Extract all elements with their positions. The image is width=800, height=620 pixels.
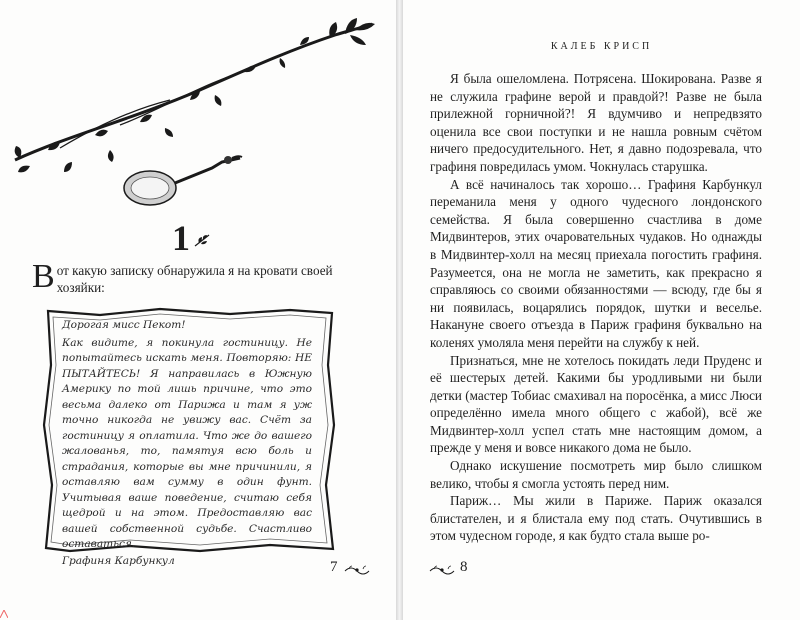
- floral-ornament-icon: [428, 562, 456, 576]
- intro-text: от какую записку обнаружила я на кровати своей хозяйки:: [56, 263, 333, 295]
- corner-triangle-icon: [0, 610, 8, 618]
- chapter-number: 1: [172, 218, 190, 258]
- left-page: [0, 0, 396, 620]
- paragraph: Признаться, мне не хотелось покидать леди Пруденс и её шестерых детей. Какими бы уродливыми ни были детки (мастер Тобиас смахивал на поросёнка, а мисс Люси определённо имела много общего с жабой), всё же Мидвинтер-холл успел стать мне настоящим домом, а прежде у меня и вовсе никакого дома не было.: [430, 352, 762, 456]
- paragraph: Однако искушение посмотреть мир было слишком велико, чтобы я смогла устоять перед ним.: [430, 458, 762, 491]
- branch-and-spoon-illustration: [0, 0, 396, 215]
- leaf-ornament-icon: [194, 232, 212, 248]
- running-header: КАЛЕБ КРИСП: [550, 41, 653, 52]
- drop-cap: В: [32, 258, 55, 295]
- note-signature: Графиня Карбункул: [62, 554, 175, 567]
- body-text: [430, 70, 762, 545]
- handwritten-note: [62, 318, 312, 569]
- note-body: Как видите, я покинула гостиницу. Не попытайтесь искать меня. Повторяю: НЕ ПЫТАЙТЕСЬ! Я направилась в Южную Америку по той лишь причине, что это весьма далеко от Парижа и там я уж точно никогда не увижу вас. Счёт за гостиницу я оплатила. Что же до вашего жалованья, то, памятуя всю боль и страдания, которые вы мне причинили, я оставляю вам сумму в один фунт. Учитывая ваше поведение, считаю себя щедрой и на этом. Предоставляю вас вашей собственной судьбе. Счастливо оставаться.: [62, 336, 312, 550]
- page-number-right: 8: [460, 559, 468, 575]
- paragraph: Я была ошеломлена. Потрясена. Шокирована. Разве я не служила графине верой и правдой?! Разве не была прилежной горничной?! Я вдумчиво и непредвзято оценила все свои поступки и не нашла ровным счётом ничего предосудительного. Нет, я давно подозревала, что графиня повредилась умом. Чокнулась старушка.: [430, 71, 762, 174]
- paragraph: А всё начиналось так хорошо… Графиня Карбункул переманила меня у одного чудесного лондонского семейства. Я была совершенно счастлива в доме Мидвинтеров, этих очаровательных чудаков. Но однажды в Мидвинтер-холл на месяц приехала погостить графиня. Разумеется, она не могла не заметить, как прекрасно я справляюсь со своими обязанностями — всюду, где бы я ни появилась, воцарялись порядок, шутки и веселье. Накануне своего отъезда в Париж графиня буквально на коленях умоляла меня перейти на службу к ней.: [430, 176, 762, 350]
- note-greeting: Дорогая мисс Пекот!: [62, 319, 186, 331]
- page-number-left: 7: [330, 559, 338, 575]
- floral-ornament-icon: [343, 562, 371, 576]
- intro-paragraph: [32, 258, 366, 296]
- paragraph: Париж… Мы жили в Париже. Париж оказался блистателен, и я блистала ему под стать. Очутившись в этом чудесном городе, я как будто стала выше ро-: [430, 493, 762, 544]
- book-gutter: [396, 0, 403, 620]
- right-page: [403, 0, 800, 620]
